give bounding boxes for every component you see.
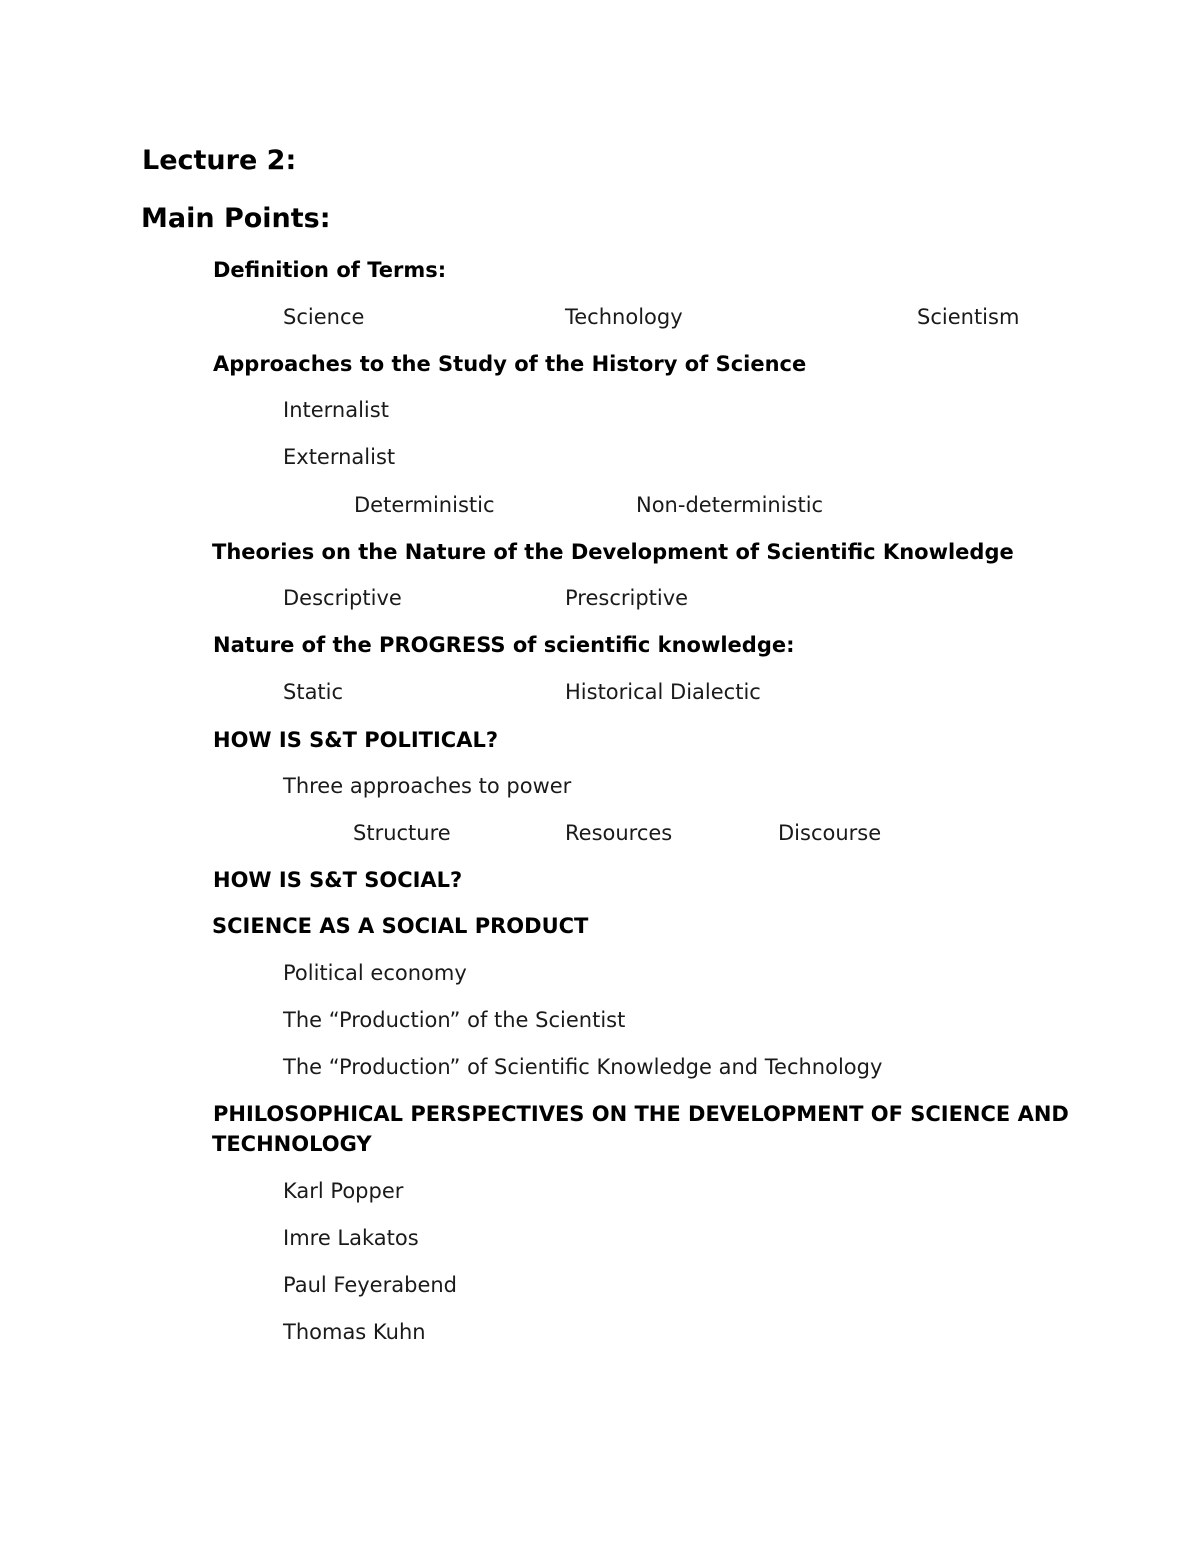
political-discourse: Discourse: [778, 821, 882, 845]
social-product-knowledge: The “Production” of Scientific Knowledge and Technology: [283, 1055, 883, 1079]
approach-externalist: Externalist: [283, 445, 396, 469]
political-approaches: Three approaches to power: [283, 774, 572, 798]
approach-non-deterministic: Non-deterministic: [636, 493, 824, 517]
approach-deterministic: Deterministic: [354, 493, 495, 517]
theory-descriptive: Descriptive: [283, 586, 402, 610]
philosopher-kuhn: Thomas Kuhn: [283, 1320, 426, 1344]
progress-static: Static: [283, 680, 344, 704]
approach-internalist: Internalist: [283, 398, 389, 422]
section-heading-philosophical-line2: TECHNOLOGY: [212, 1132, 372, 1156]
philosopher-feyerabend: Paul Feyerabend: [283, 1273, 457, 1297]
section-heading-social: HOW IS S&T SOCIAL?: [213, 868, 463, 892]
section-heading-definitions: Definition of Terms:: [213, 258, 447, 282]
philosopher-popper: Karl Popper: [283, 1179, 404, 1203]
page-title: Lecture 2:: [142, 145, 297, 176]
section-heading-approaches: Approaches to the Study of the History of Science: [213, 352, 807, 376]
social-product-political-economy: Political economy: [283, 961, 467, 985]
term-science: Science: [283, 305, 365, 329]
page-subtitle: Main Points:: [141, 203, 331, 234]
philosopher-lakatos: Imre Lakatos: [283, 1226, 419, 1250]
section-heading-political: HOW IS S&T POLITICAL?: [213, 728, 499, 752]
section-heading-social-product: SCIENCE AS A SOCIAL PRODUCT: [212, 914, 589, 938]
theory-prescriptive: Prescriptive: [565, 586, 689, 610]
section-heading-philosophical-line1: PHILOSOPHICAL PERSPECTIVES ON THE DEVELOPMENT OF SCIENCE AND: [213, 1102, 1069, 1126]
social-product-scientist: The “Production” of the Scientist: [283, 1008, 626, 1032]
term-scientism: Scientism: [917, 305, 1020, 329]
political-resources: Resources: [565, 821, 673, 845]
section-heading-progress: Nature of the PROGRESS of scientific knowledge:: [213, 633, 795, 657]
political-structure: Structure: [353, 821, 451, 845]
term-technology: Technology: [565, 305, 683, 329]
section-heading-theories: Theories on the Nature of the Development of Scientific Knowledge: [212, 540, 1014, 564]
progress-historical-dialectic: Historical Dialectic: [565, 680, 761, 704]
